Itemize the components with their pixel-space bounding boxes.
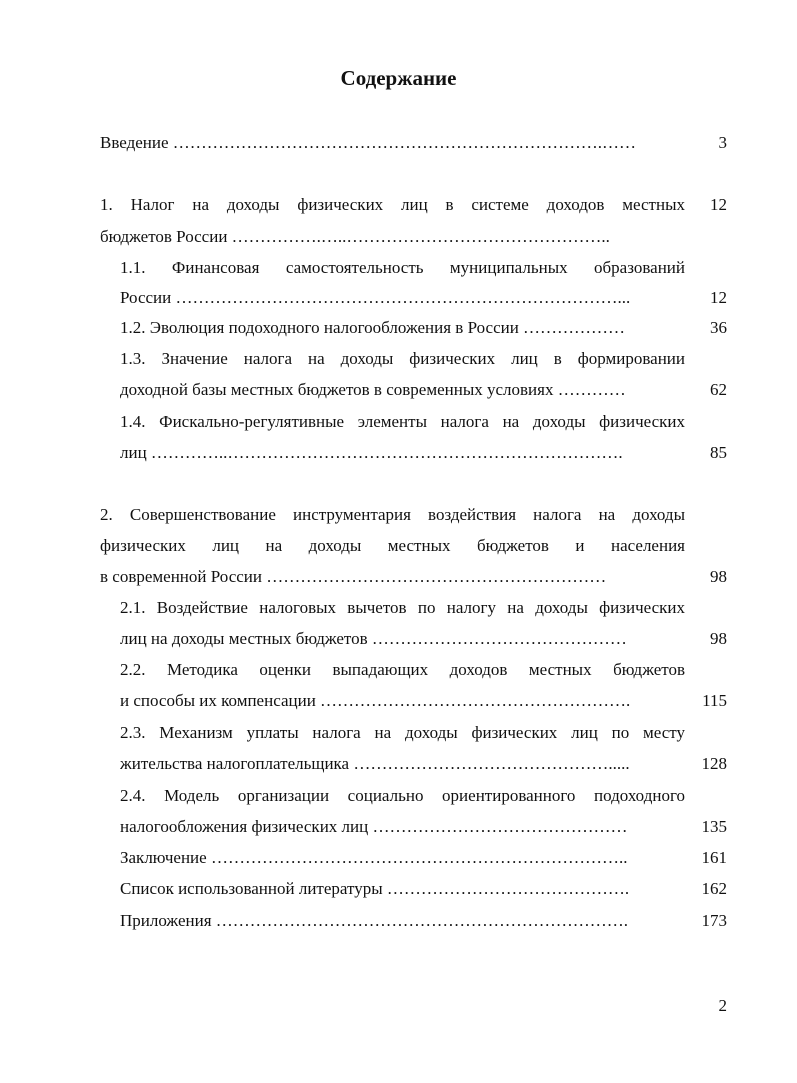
toc-entry-text: Заключение ………………………………………………………………..	[120, 848, 628, 867]
toc-entry-text: 2.2. Методика оценки выпадающих доходов местных бюджетов	[120, 660, 685, 679]
toc-page-number: 85	[710, 443, 727, 462]
toc-page-number: 3	[718, 133, 727, 152]
toc-page-number: 98	[710, 629, 727, 648]
toc-entry-text: 2. Совершенствование инструментария воздействия налога на доходы	[100, 505, 685, 524]
toc-page-number: 98	[710, 567, 727, 586]
toc-entry-text: жительства налогоплательщика ……………………………………….....	[120, 754, 630, 773]
toc-entry-text: России ……………………………………………………………………...	[120, 288, 631, 307]
toc-page-number: 62	[710, 380, 727, 399]
toc-entry-text: Введение ………………………………………………………………….……	[100, 133, 637, 152]
toc-entry-text: 1.3. Значение налога на доходы физических лиц в формировании	[120, 349, 685, 368]
toc-entry-text: лиц …………..…………………………………………………………….	[120, 443, 623, 462]
toc-page-number: 36	[710, 318, 727, 337]
toc-entry-text: 1. Налог на доходы физических лиц в системе доходов местных	[100, 195, 685, 214]
toc-entry-text: доходной базы местных бюджетов в современных условиях …………	[120, 380, 626, 399]
page-title: Содержание	[340, 66, 457, 90]
toc-page-number: 162	[701, 879, 727, 898]
toc-page-number: 128	[701, 754, 727, 773]
toc-page-number: 161	[701, 848, 727, 867]
page-number-footer: 2	[718, 996, 727, 1015]
toc-page-number: 12	[710, 288, 727, 307]
toc-page-number: 135	[701, 817, 727, 836]
toc-entry-text: 1.1. Финансовая самостоятельность муниципальных образований	[120, 258, 685, 277]
toc-entry-text: налогообложения физических лиц ………………………………………	[120, 817, 628, 836]
toc-entry-text: 2.1. Воздействие налоговых вычетов по налогу на доходы физических	[120, 598, 685, 617]
toc-entry-text: в современной России ……………………………………………………	[100, 567, 607, 586]
toc-entry-text: физических лиц на доходы местных бюджетов и населения	[100, 536, 685, 555]
toc-entry-text: 1.2. Эволюция подоходного налогообложения в России ………………	[120, 318, 626, 337]
toc-page-number: 12	[710, 195, 727, 214]
toc-entry-text: 2.3. Механизм уплаты налога на доходы физических лиц по месту	[120, 723, 685, 742]
toc-entry-text: 1.4. Фискально-регулятивные элементы налога на доходы физических	[120, 412, 685, 431]
toc-entry-text: лиц на доходы местных бюджетов ………………………………………	[120, 629, 627, 648]
toc-entry-text: 2.4. Модель организации социально ориентированного подоходного	[120, 786, 685, 805]
toc-page-number: 173	[701, 911, 727, 930]
toc-entry-text: Приложения ……………………………………………………………….	[120, 911, 629, 930]
toc-page-number: 115	[702, 691, 727, 710]
toc-entry-text: бюджетов России …………….…..………………………………………..	[100, 227, 610, 246]
toc-entry-text: и способы их компенсации ……………………………………………….	[120, 691, 631, 710]
toc-entry-text: Список использованной литературы …………………………………….	[120, 879, 630, 898]
